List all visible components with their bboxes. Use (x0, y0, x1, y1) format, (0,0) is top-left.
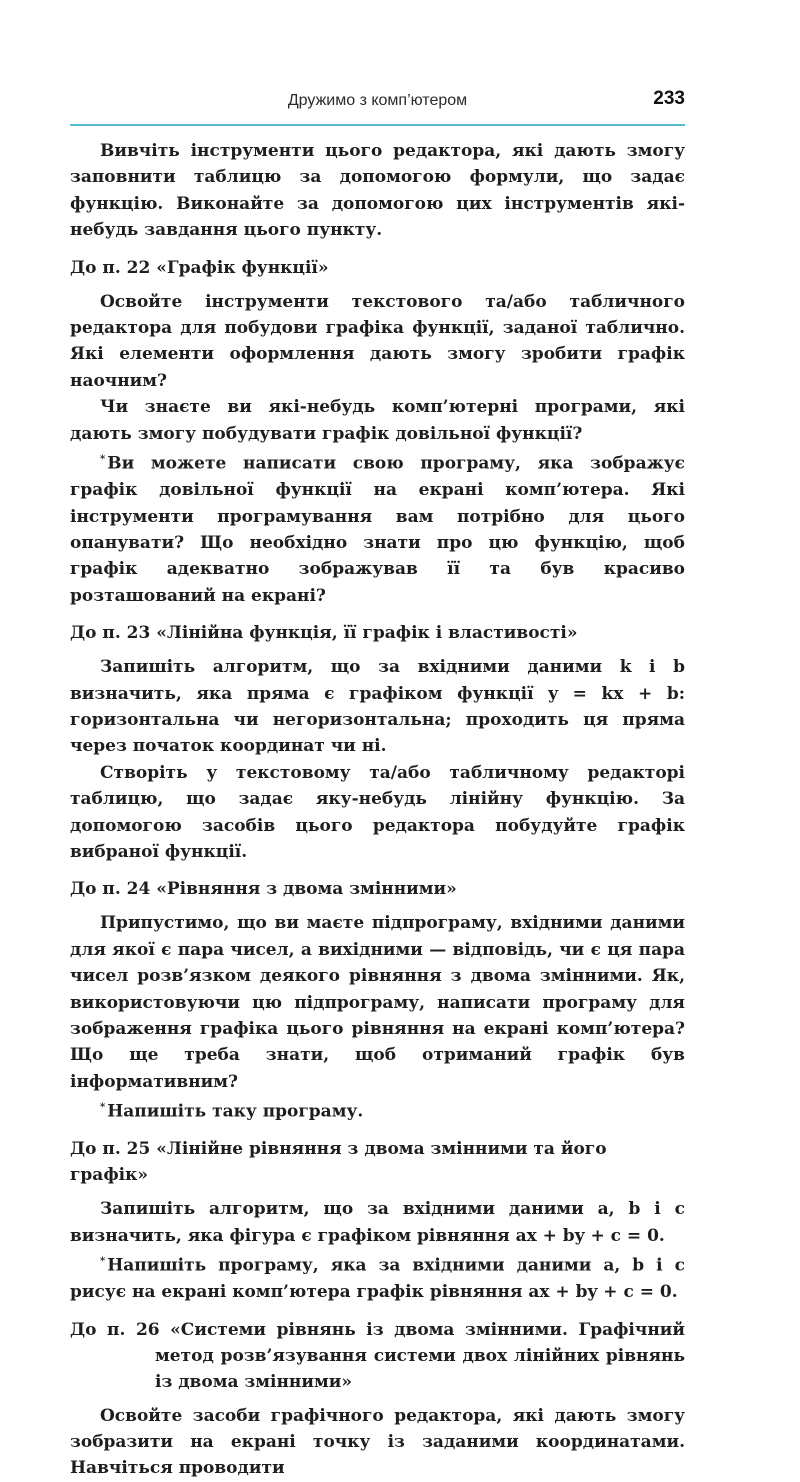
page-number: 233 (653, 88, 685, 109)
paragraph-graph-programs: Чи знаєте ви які-небудь комп’ютерні програми, які дають змогу побудувати графік довільної функції? (70, 397, 685, 444)
paragraph-write-program (70, 1095, 685, 1125)
star-marker-icon: * (100, 1102, 106, 1114)
section-heading-25: До п. 25 «Лінійне рівняння з двома змінними та його графік» (70, 1139, 607, 1186)
running-header-title: Дружимо з комп’ютером (287, 92, 468, 109)
section-heading-24: До п. 24 «Рівняння з двома змінними» (70, 879, 457, 900)
paragraph-text: Напишіть програму, яка за вхідними даними a, b і c рисує на екрані комп’ютера графік рівняння ax + by + c = 0. (70, 1255, 685, 1303)
paragraph-subprogram: Припустимо, що ви маєте підпрограму, вхідними даними для якої є пара чисел, а вихідними — відповідь, чи є ця пара чисел розв’язком деякого рівняння з двома змінними. Як, використовуючи цю підпрограму, написати програму для зображення графіка цього рівняння на екрані комп’ютера? Що ще треба знати, щоб отриманий графік був інформативним? (70, 913, 685, 1092)
paragraph-equation-program (70, 1249, 685, 1305)
paragraph-linear-table: Створіть у текстовому та/або табличному редакторі таблицю, що задає яку-небудь лінійну функцію. За допомогою засобів цього редактора побудуйте графік вибраної функції. (70, 762, 685, 862)
paragraph-text: Напишіть таку програму. (107, 1101, 364, 1122)
paragraph-own-program (70, 447, 685, 609)
paragraph-graphic-editor: Освойте засоби графічного редактора, які дають змогу зобразити на екрані точку із заданими координатами. Навчіться проводити (70, 1405, 685, 1479)
section-heading-26: До п. 26 «Системи рівнянь із двома змінними. Графічний метод розв’язування системи двох лінійних рівнянь із двома змінними» (70, 1319, 685, 1392)
paragraph-linear-algorithm: Запишіть алгоритм, що за вхідними даними k і b визначить, яка пряма є графіком функції y = kx + b: горизонтальна чи негоризонтальна; проходить ця пряма через початок координат чи ні. (70, 657, 685, 757)
paragraph-graph-tools: Освойте інструменти текстового та/або табличного редактора для побудови графіка функції, заданої таблично. Які елементи оформлення дають змогу зробити графік наочним? (70, 291, 685, 391)
star-marker-icon: * (100, 454, 106, 466)
page-header (70, 88, 685, 126)
section-heading-22: До п. 22 «Графік функції» (70, 257, 329, 278)
section-heading-23: До п. 23 «Лінійна функція, її графік і властивості» (70, 623, 578, 644)
star-marker-icon: * (100, 1256, 106, 1268)
page-body (70, 138, 685, 1482)
paragraph-editor-tools: Вивчіть інструменти цього редактора, які дають змогу заповнити таблицю за допомогою формули, що задає функцію. Виконайте за допомогою цих інструментів які-небудь завдання цього пункту. (70, 141, 685, 241)
paragraph-text: Ви можете написати свою програму, яка зображує графік довільної функції на екрані комп’ютера. Які інструменти програмування вам потрібно для цього опанувати? Що необхідно знати про цю функцію, щоб графік адекватно зображував її та був красиво розташований на екрані? (70, 453, 685, 606)
paragraph-equation-algorithm: Запишіть алгоритм, що за вхідними даними a, b і c визначить, яка фігура є графіком рівняння ax + by + c = 0. (70, 1199, 685, 1246)
